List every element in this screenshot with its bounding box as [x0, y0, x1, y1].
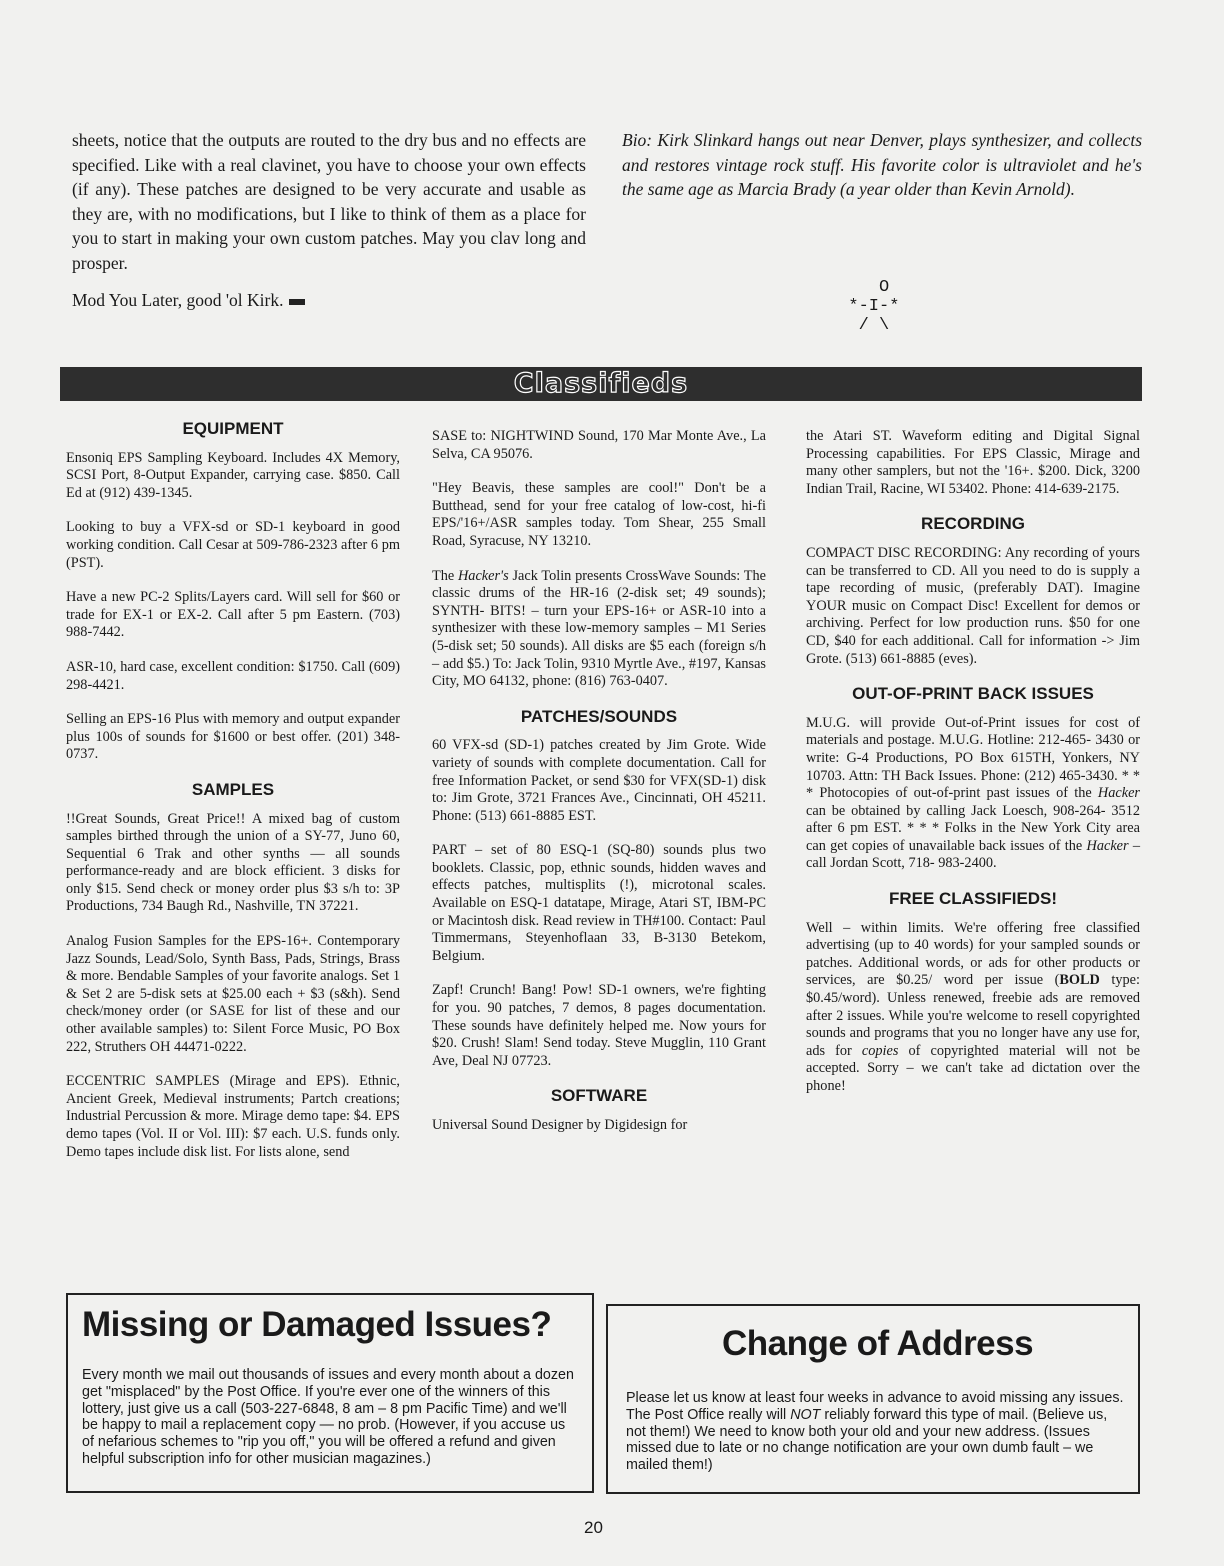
ad-text: can be obtained by calling Jack Loesch, 908-264- 3512 after 6 pm EST. * * * Folks in the New York City area can get copies of unavailable back issues of the: [806, 802, 1140, 854]
body-emphasis: NOT: [790, 1406, 821, 1423]
classified-ad: [806, 715, 1140, 873]
ad-text: "Hey Beavis, these samples are cool!" Don't be a Butthead, send for your free catalog of low-cost, hi-fi EPS/'16+/ASR samples today. Tom Shear, 255 Small Road, Syracuse, NY 13210.: [432, 480, 766, 549]
classified-ad: [432, 480, 766, 550]
signoff-text: Mod You Later, good 'ol Kirk.: [72, 289, 284, 310]
ad-text: COMPACT DISC RECORDING: Any recording of yours can be transferred to CD. All you need to do is supply a tape recording of music, (preferably DAT). Imagine YOUR music on Compact Disc! Excellent for demos or archiving. Perfect for low production runs. $50 for one CD, $40 for each additional. Call for information -> Jim Grote. (513) 661-8885 (eves).: [806, 544, 1140, 667]
ad-text: – call Jordan Scott, 718- 983-2400.: [806, 837, 1140, 872]
author-bio: Bio: Kirk Slinkard hangs out near Denver, plays synthesizer, and collects and restores vintage rock stuff. His favorite color is ultraviolet and he's the same age as Marcia Brady (a year older than Kevin Arnold).: [622, 130, 1142, 200]
section-heading: PATCHES/SOUNDS: [520, 706, 678, 726]
classified-ad: [806, 428, 1140, 498]
ad-text: Have a new PC-2 Splits/Layers card. Will sell for $60 or trade for EX-1 or EX-2. Call after 5 pm Eastern. (703) 988-7442.: [66, 589, 400, 641]
article-paragraph: sheets, notice that the outputs are routed to the dry bus and no effects are specified. Like with a real clavinet, you have to choose your own effects (if any). These patches are designed to be very accurate and usable as they are, with no modifications, but I like to think of them as a place for you to start in making your own custom patches. May you clav long and prosper.: [72, 130, 586, 273]
ad-text: Looking to buy a VFX-sd or SD-1 keyboard in good working condition. Call Cesar at 509-786-2323 after 6 pm (PST).: [66, 519, 400, 571]
classifieds-banner: [60, 367, 1142, 401]
ad-text: The: [432, 567, 458, 584]
classified-ad: [806, 545, 1140, 668]
section-heading: SOFTWARE: [550, 1086, 648, 1106]
ad-text: Zapf! Crunch! Bang! Pow! SD-1 owners, we're fighting for you. 90 patches, 7 demos, 8 pages documentation. These sounds have definitely helped me. Now yours for $20. Crush! Slam! Send today. Steve Mugglin, 110 Grant Ave, Deal NJ 07723.: [432, 982, 766, 1069]
classified-ad: [432, 737, 766, 825]
ad-text: M.U.G. will provide Out-of-Print issues for cost of materials and postage. M.U.G. Hotline: 212-465- 3430 or write: G-4 Productions, PO Box 615TH, Yonkers, NY 10703. Attn: TH Back Issues. Phone: (212) 465-3430. * * * Photocopies of out-of-print past issues of the: [806, 714, 1140, 802]
classified-ad: [66, 1073, 400, 1161]
classified-ad: [432, 428, 766, 463]
ad-text: Hacker: [1086, 837, 1129, 854]
section-heading: OUT-OF-PRINT BACK ISSUES: [852, 684, 1094, 704]
ad-text: Well – within limits. We're offering free classified advertising (up to 40 words) for your sampled sounds or patches. Additional words, or ads for other products or services, are $0.25/ word per issue (: [806, 919, 1140, 989]
page-number: 20: [584, 1518, 603, 1537]
classifieds-column-1: [66, 420, 400, 1178]
ad-text: ECCENTRIC SAMPLES (Mirage and EPS). Ethnic, Ancient Greek, Medieval instruments; Partch creations; Industrial Percussion & more. Mirage demo tape: $4. EPS demo tapes (Vol. II or Vol. III): $7 each. U.S. funds only. Demo tapes include disk list. For lists alone, send: [66, 1073, 400, 1160]
ad-text: of copyrighted material will not be accepted. Sorry – we can't take ad dictation over the phone!: [806, 1042, 1140, 1094]
section-heading: RECORDING: [921, 514, 1025, 534]
ad-text: Selling an EPS-16 Plus with memory and output expander plus 100s of sounds for $1600 or best offer. (201) 348-0737.: [66, 711, 400, 763]
ad-text: Hacker's: [457, 567, 509, 584]
classified-ad: [66, 659, 400, 694]
change-of-address-box: [606, 1304, 1140, 1494]
classified-ad: [66, 450, 400, 503]
ad-text: Hacker: [1097, 785, 1140, 802]
ad-text: Jack Tolin presents CrossWave Sounds: The classic drums of the HR-16 (2-disk set; 49 sounds); SYNTH- BITS! – turn your EPS-16+ or ASR-10 into a synthesizer with these low-memory samples – M1 Series (5-disk set; 50 sounds). All disks are $5 each (foreign s/h – add $5.) To: Jack Tolin, 9310 Myrtle Ave., #197, Kansas City, MO 64132, phone: (816) 763-0407.: [432, 567, 766, 690]
change-of-address-title: Change of Address: [722, 1324, 1034, 1363]
classified-ad: [806, 920, 1140, 1096]
ad-text: SASE to: NIGHTWIND Sound, 170 Mar Monte Ave., La Selva, CA 95076.: [432, 428, 766, 462]
missing-issues-box: [66, 1293, 594, 1493]
classified-ad: [432, 982, 766, 1070]
ad-text: ASR-10, hard case, excellent condition: $1750. Call (609) 298-4421.: [66, 658, 400, 693]
body-text: Please let us know at least four weeks in advance to avoid missing any issues. The Post Office really will: [626, 1390, 1124, 1423]
ad-text: BOLD: [1059, 972, 1100, 989]
ad-text: Ensoniq EPS Sampling Keyboard. Includes 4X Memory, SCSI Port, 8-Output Expander, carrying case. $850. Call Ed at (912) 439-1345.: [66, 449, 400, 501]
ad-text: 60 VFX-sd (SD-1) patches created by Jim Grote. Wide variety of sounds with complete documentation. Call for free Information Packet, or send $30 for VFX(SD-1) disk to: Jim Grote, 3721 Frances Ave., Cincinnati, OH 45211. Phone: (513) 661-8885 EST.: [432, 737, 766, 824]
section-heading: FREE CLASSIFIEDS!: [888, 889, 1058, 909]
ad-text: the Atari ST. Waveform editing and Digital Signal Processing capabilities. For EPS Classic, Mirage and many other samplers, but not the '16+. $200. Dick, 3200 Indian Trail, Racine, WI 53402. Phone: 414-639-2175.: [806, 428, 1140, 497]
classifieds-column-2: [432, 428, 766, 1152]
body-text: reliably forward this type of mail. (Believe us, not them!) We need to know both your old and your new address. (Issues missed due to late or no change notification are your own dumb fault – we mailed them!): [626, 1406, 1108, 1474]
classified-ad: [432, 568, 766, 691]
ad-text: copies: [861, 1042, 899, 1059]
classifieds-column-3: [806, 428, 1140, 1113]
change-of-address-body: [608, 1364, 1138, 1474]
classified-ad: [66, 711, 400, 764]
ad-text: Universal Sound Designer by Digidesign for: [432, 1117, 688, 1133]
section-heading: SAMPLES: [191, 779, 275, 799]
article-signoff: [72, 288, 586, 313]
missing-issues-title: Missing or Damaged Issues?: [82, 1305, 552, 1344]
end-mark-icon: [289, 299, 305, 305]
missing-issues-body: Every month we mail out thousands of issues and every month about a dozen get "misplaced" by the Post Office. If you're ever one of the winners of this lottery, just give us a call (503-227-6848, 8 am – 8 pm Pacific Time) and we'll be happy to mail a replacement copy — no prob. (However, if you accuse us of nefarious schemes to "rip you off," you will be offered a refund and given helpful subscription info for other musician magazines.): [82, 1367, 574, 1467]
classified-ad: [66, 589, 400, 642]
ad-text: PART – set of 80 ESQ-1 (SQ-80) sounds plus two booklets. Classic, pop, ethnic sounds, hidden waves and effects patches, multisplits (!), microtonal scales. Available on ESQ-1 datatape, Mirage, Atari ST, IBM-PC or Macintosh disk. Read review in TH#100. Contact: Paul Timmermans, Steyenhoflaan 33, B-3130 Betekom, Belgium.: [432, 842, 766, 964]
article-ending: [72, 128, 586, 324]
classified-ad: [66, 811, 400, 917]
classifieds-title: Classifieds: [513, 368, 689, 399]
ad-text: !!Great Sounds, Great Price!! A mixed bag of custom samples birthed through the union of a SY-77, Juno 60, Sequential 6 Trak and other synths — all sounds performance-ready and are block efficient. 3 disks for only $15. Send check or money order plus $3 s/h to: 3P Productions, 734 Baugh Rd., Nashville, TN 37221.: [66, 810, 400, 915]
ad-text: type: $0.45/word). Unless renewed, freebie ads are removed after 2 issues. While you're welcome to resell copyrighted sounds and programs that you no longer have any use for, ads for: [806, 972, 1140, 1059]
classified-ad: [432, 842, 766, 965]
section-heading: EQUIPMENT: [182, 419, 284, 438]
classified-ad: [66, 519, 400, 572]
classified-ad: [432, 1117, 766, 1135]
classified-ad: [66, 933, 400, 1056]
ad-text: Analog Fusion Samples for the EPS-16+. Contemporary Jazz Sounds, Lead/Solo, Synth Bass, Pads, Strings, Brass & more. Bendable Samples of your favorite analogs. Set 1 & Set 2 are 5-disk sets at $25.00 each + $3 (s&h). Send check/money order (or SASE for list of these and our other available samples) to: Silent Force Music, PO Box 222, Struthers OH 44471-0222.: [66, 933, 400, 1055]
ascii-signature-art: O *-I-* / \: [848, 278, 900, 335]
